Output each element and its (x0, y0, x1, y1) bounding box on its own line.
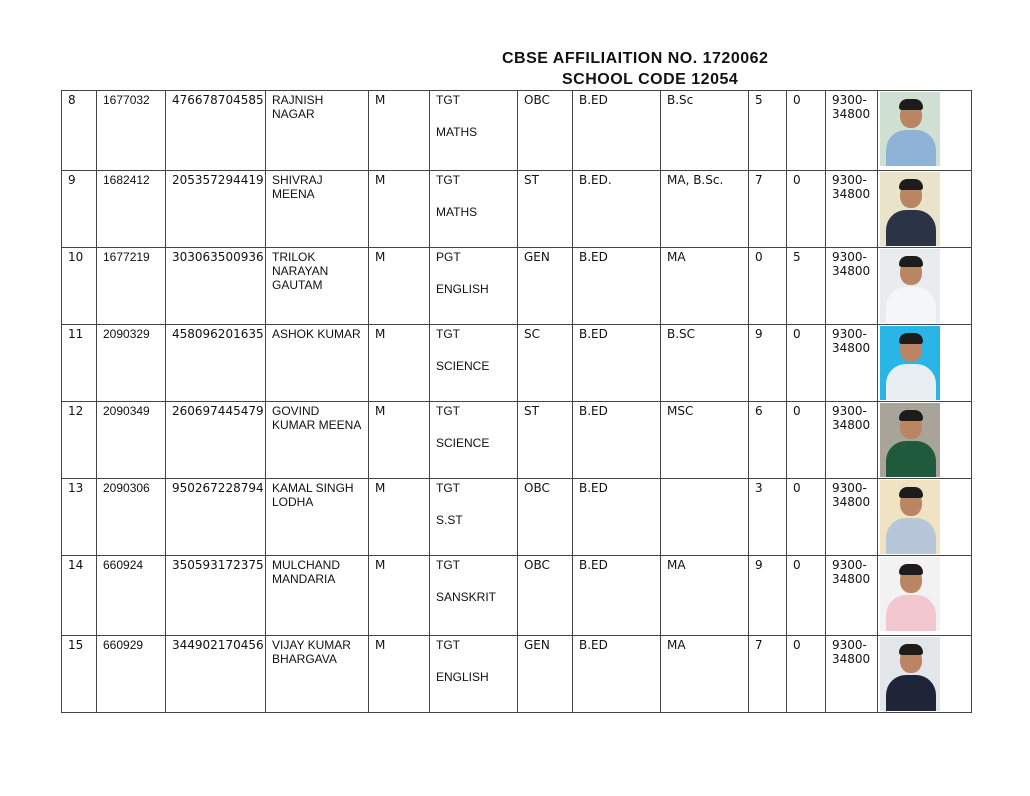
pay-scale-high: 34800 (832, 495, 871, 509)
teacher-photo (880, 637, 940, 711)
pay-scale-low: 9300- (832, 327, 867, 341)
experience-years-2: 0 (787, 171, 826, 248)
teacher-name: ASHOK KUMAR (266, 325, 369, 402)
category: SC (518, 325, 573, 402)
post-and-subject (430, 325, 518, 402)
employee-code: 2090349 (97, 402, 166, 479)
post: PGT (436, 250, 461, 264)
experience-years-2: 5 (787, 248, 826, 325)
academic-qualification: MA (661, 556, 749, 636)
pay-scale-low: 9300- (832, 558, 867, 572)
subject: ENGLISH (436, 282, 489, 296)
post: TGT (436, 638, 460, 652)
teacher-name: RAJNISH NAGAR (266, 91, 369, 171)
category: GEN (518, 248, 573, 325)
academic-qualification: B.SC (661, 325, 749, 402)
post-and-subject (430, 636, 518, 713)
professional-qualification: B.ED (573, 325, 661, 402)
teacher-name: MULCHAND MANDARIA (266, 556, 369, 636)
photo-cell (878, 479, 972, 556)
id-number: 303063500936 (166, 248, 266, 325)
experience-years-2: 0 (787, 402, 826, 479)
category: ST (518, 402, 573, 479)
post-and-subject (430, 402, 518, 479)
professional-qualification: B.ED (573, 636, 661, 713)
pay-scale (826, 171, 878, 248)
teacher-photo (880, 557, 940, 631)
pay-scale (826, 91, 878, 171)
pay-scale-high: 34800 (832, 341, 871, 355)
academic-qualification (661, 479, 749, 556)
subject: SCIENCE (436, 436, 490, 450)
pay-scale-low: 9300- (832, 250, 867, 264)
subject: MATHS (436, 125, 478, 139)
post-and-subject (430, 248, 518, 325)
pay-scale (826, 325, 878, 402)
pay-scale (826, 556, 878, 636)
academic-qualification: MA (661, 248, 749, 325)
teacher-photo (880, 92, 940, 166)
table-row (62, 556, 972, 636)
experience-years: 3 (749, 479, 787, 556)
experience-years: 9 (749, 556, 787, 636)
professional-qualification: B.ED. (573, 171, 661, 248)
serial-number: 9 (62, 171, 97, 248)
category: ST (518, 171, 573, 248)
table-row (62, 248, 972, 325)
serial-number: 14 (62, 556, 97, 636)
gender: M (369, 556, 430, 636)
pay-scale-low: 9300- (832, 93, 867, 107)
post-and-subject (430, 556, 518, 636)
post-and-subject (430, 91, 518, 171)
experience-years: 9 (749, 325, 787, 402)
photo-cell (878, 248, 972, 325)
employee-code: 1677032 (97, 91, 166, 171)
experience-years-2: 0 (787, 325, 826, 402)
subject: MATHS (436, 205, 478, 219)
pay-scale-high: 34800 (832, 652, 871, 666)
experience-years: 5 (749, 91, 787, 171)
id-number: 260697445479 (166, 402, 266, 479)
pay-scale-high: 34800 (832, 107, 871, 121)
category: OBC (518, 91, 573, 171)
academic-qualification: B.Sc (661, 91, 749, 171)
category: OBC (518, 556, 573, 636)
post: TGT (436, 327, 460, 341)
experience-years-2: 0 (787, 636, 826, 713)
professional-qualification: B.ED (573, 556, 661, 636)
gender: M (369, 248, 430, 325)
experience-years: 7 (749, 171, 787, 248)
post: TGT (436, 93, 460, 107)
affiliation-number-heading: CBSE AFFILIAITION NO. 1720062 (502, 50, 769, 67)
pay-scale-low: 9300- (832, 481, 867, 495)
school-code-heading: SCHOOL CODE 12054 (562, 71, 739, 88)
gender: M (369, 91, 430, 171)
id-number: 350593172375 (166, 556, 266, 636)
professional-qualification: B.ED (573, 91, 661, 171)
id-number: 344902170456 (166, 636, 266, 713)
professional-qualification: B.ED (573, 479, 661, 556)
pay-scale (826, 479, 878, 556)
pay-scale (826, 636, 878, 713)
post: TGT (436, 481, 460, 495)
professional-qualification: B.ED (573, 248, 661, 325)
serial-number: 15 (62, 636, 97, 713)
photo-cell (878, 171, 972, 248)
id-number: 205357294419 (166, 171, 266, 248)
teacher-photo (880, 172, 940, 246)
table-row (62, 91, 972, 171)
experience-years: 6 (749, 402, 787, 479)
pay-scale-low: 9300- (832, 404, 867, 418)
post: TGT (436, 558, 460, 572)
id-number: 476678704585 (166, 91, 266, 171)
professional-qualification: B.ED (573, 402, 661, 479)
teacher-name: TRILOK NARAYAN GAUTAM (266, 248, 369, 325)
table-row (62, 636, 972, 713)
category: GEN (518, 636, 573, 713)
pay-scale (826, 402, 878, 479)
post-and-subject (430, 171, 518, 248)
gender: M (369, 479, 430, 556)
staff-table (61, 90, 972, 713)
pay-scale-high: 34800 (832, 418, 871, 432)
photo-cell (878, 325, 972, 402)
employee-code: 660929 (97, 636, 166, 713)
teacher-photo (880, 249, 940, 323)
employee-code: 2090329 (97, 325, 166, 402)
subject: SANSKRIT (436, 590, 497, 604)
photo-cell (878, 636, 972, 713)
gender: M (369, 402, 430, 479)
teacher-name: KAMAL SINGH LODHA (266, 479, 369, 556)
experience-years: 7 (749, 636, 787, 713)
post: TGT (436, 404, 460, 418)
subject: SCIENCE (436, 359, 490, 373)
teacher-name: SHIVRAJ MEENA (266, 171, 369, 248)
teacher-photo (880, 480, 940, 554)
experience-years-2: 0 (787, 556, 826, 636)
academic-qualification: MA (661, 636, 749, 713)
category: OBC (518, 479, 573, 556)
subject: ENGLISH (436, 670, 489, 684)
serial-number: 13 (62, 479, 97, 556)
pay-scale-high: 34800 (832, 572, 871, 586)
photo-cell (878, 556, 972, 636)
serial-number: 8 (62, 91, 97, 171)
academic-qualification: MSC (661, 402, 749, 479)
academic-qualification: MA, B.Sc. (661, 171, 749, 248)
pay-scale-high: 34800 (832, 187, 871, 201)
experience-years-2: 0 (787, 91, 826, 171)
gender: M (369, 171, 430, 248)
experience-years: 0 (749, 248, 787, 325)
photo-cell (878, 91, 972, 171)
experience-years-2: 0 (787, 479, 826, 556)
serial-number: 10 (62, 248, 97, 325)
table-row (62, 171, 972, 248)
teacher-photo (880, 403, 940, 477)
post: TGT (436, 173, 460, 187)
serial-number: 11 (62, 325, 97, 402)
gender: M (369, 325, 430, 402)
table-row (62, 402, 972, 479)
pay-scale-high: 34800 (832, 264, 871, 278)
table-row (62, 325, 972, 402)
teacher-photo (880, 326, 940, 400)
pay-scale-low: 9300- (832, 638, 867, 652)
photo-cell (878, 402, 972, 479)
pay-scale (826, 248, 878, 325)
teacher-name: VIJAY KUMAR BHARGAVA (266, 636, 369, 713)
employee-code: 1682412 (97, 171, 166, 248)
subject: S.ST (436, 513, 463, 527)
teacher-name: GOVIND KUMAR MEENA (266, 402, 369, 479)
employee-code: 1677219 (97, 248, 166, 325)
serial-number: 12 (62, 402, 97, 479)
id-number: 458096201635 (166, 325, 266, 402)
post-and-subject (430, 479, 518, 556)
id-number: 950267228794 (166, 479, 266, 556)
gender: M (369, 636, 430, 713)
employee-code: 2090306 (97, 479, 166, 556)
employee-code: 660924 (97, 556, 166, 636)
pay-scale-low: 9300- (832, 173, 867, 187)
table-row (62, 479, 972, 556)
